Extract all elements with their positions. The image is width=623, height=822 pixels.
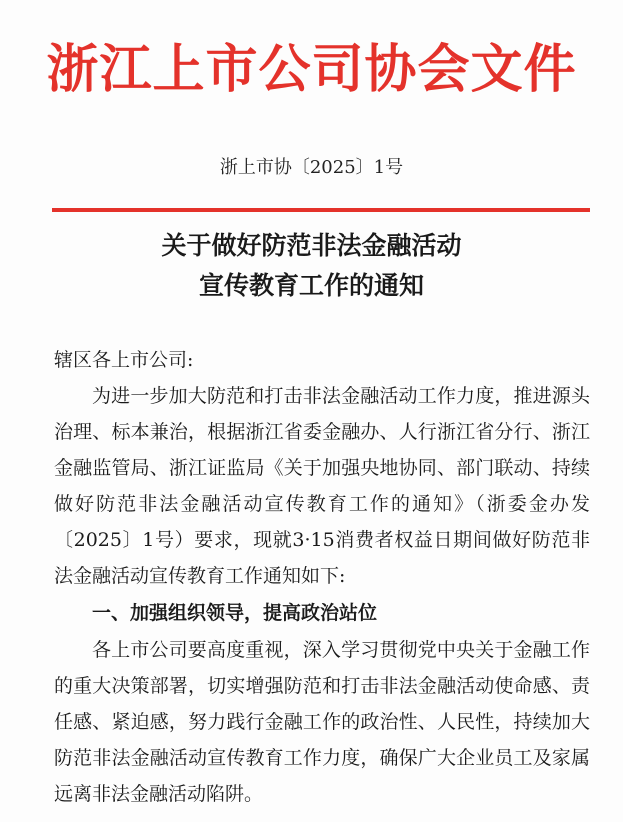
title-line-1: 关于做好防范非法金融活动 — [161, 231, 462, 260]
document-number: 浙上市协〔2025〕1号 — [219, 157, 404, 178]
section-1-paragraph: 各上市公司要高度重视，深入学习贯彻党中央关于金融工作的重大决策部署，切实增强防范和打击非法金融活动使命感、责任感、紧迫感，努力践行金融工作的政治性、人民性，持续加大防范非法金融活动宣传教育工作力度，确保广大企业员工及家属远离非法金融活动陷阱。 — [54, 639, 590, 805]
red-divider-line — [52, 208, 590, 212]
salutation: 辖区各上市公司: — [54, 349, 194, 371]
intro-paragraph: 为进一步加大防范和打击非法金融活动工作力度，推进源头治理、标本兼治，根据浙江省委金融办、人行浙江省分行、浙江金融监管局、浙江证监局《关于加强央地协同、部门联动、持续做好防范非法金融活动宣传教育工作的通知》（浙委金办发〔2025〕1号）要求，现就3·15消费者权益日期间做好防范非法金融活动宣传教育工作通知如下: — [54, 385, 590, 587]
title-line-2: 宣传教育工作的通知 — [198, 271, 424, 300]
document-body — [54, 342, 590, 812]
document-title — [0, 226, 623, 306]
masthead-title: 浙江上市公司协会文件 — [46, 40, 577, 100]
section-1-heading: 一、加强组织领导，提高政治站位 — [92, 602, 378, 624]
